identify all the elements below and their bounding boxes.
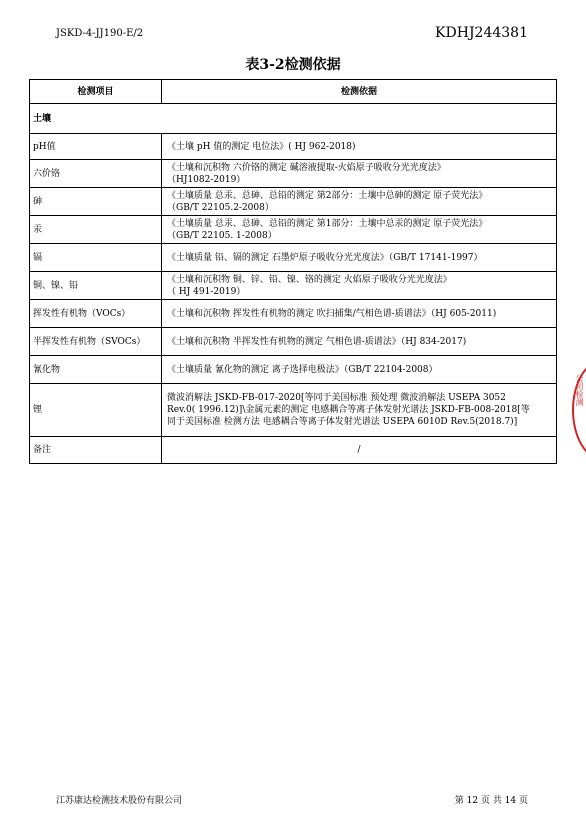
company-seal	[572, 360, 586, 460]
table-row	[30, 188, 557, 216]
document-code: JSKD-4-JJ190-E/2	[56, 28, 144, 39]
table-title: 表3-2检测依据	[245, 57, 341, 73]
row-basis: 《土壤 pH 值的测定 电位法》( HJ 962-2018)	[162, 134, 557, 160]
row-basis: 《土壤质量 铅、镉的测定 石墨炉原子吸收分光光度法》（GB/T 17141-1997）	[162, 244, 557, 272]
row-basis: 《土壤质量 总汞、总砷、总铅的测定 第2部分：土壤中总砷的测定 原子荧光法》 （GB/T 22105.2-2008）	[162, 188, 557, 216]
header-item: 检测项目	[30, 80, 162, 104]
row-basis: 《土壤质量 氰化物的测定 离子选择电极法》（GB/T 22104-2008）	[162, 356, 557, 384]
table-row	[30, 272, 557, 300]
row-item: 铜、镍、铅	[30, 272, 162, 300]
row-basis: 《土壤和沉积物 六价铬的测定 碱溶液提取-火焰原子吸收分光光度法》 （HJ1082-2019）	[162, 160, 557, 188]
row-basis: 《土壤和沉积物 半挥发性有机物的测定 气相色谱-质谱法》（HJ 834-2017)	[162, 328, 557, 356]
row-basis: 《土壤和沉积物 铜、锌、铅、镍、铬的测定 火焰原子吸收分光光度法》 （ HJ 491-2019）	[162, 272, 557, 300]
remark-row	[30, 437, 557, 464]
table-row	[30, 328, 557, 356]
table-header-row	[30, 80, 557, 104]
header-basis: 检测依据	[162, 80, 557, 104]
row-item: 锂	[30, 384, 162, 437]
table-row	[30, 384, 557, 437]
table-row	[30, 244, 557, 272]
row-item: 氰化物	[30, 356, 162, 384]
footer-company: 江苏康达检测技术股份有限公司	[56, 796, 183, 806]
table-row	[30, 160, 557, 188]
row-item: 六价铬	[30, 160, 162, 188]
testing-basis-table	[29, 79, 557, 464]
row-item: 挥发性有机物（VOCs）	[30, 300, 162, 328]
row-item: pH值	[30, 134, 162, 160]
row-item: 半挥发性有机物（SVOCs）	[30, 328, 162, 356]
row-item: 镉	[30, 244, 162, 272]
table-row	[30, 134, 557, 160]
footer-page-number: 第 12 页 共 14 页	[454, 796, 528, 806]
category-row	[30, 104, 557, 134]
report-number: KDHJ244381	[435, 25, 528, 41]
table-row	[30, 300, 557, 328]
seal-text: 公司检测	[575, 374, 584, 406]
remark-value: /	[162, 437, 557, 464]
row-item: 砷	[30, 188, 162, 216]
row-basis: 微波消解法 JSKD-FB-017-2020[等同于美国标准 预处理 微波消解法 USEPA 3052 Rev.0( 1996.12)]\金属元素的测定 电感耦合等离子体发射光谱法 JSKD-FB-008-2018[等 同于美国标准 检测方法 电感耦合等离子体发射光谱法 USEPA 6010D Rev.5(2018.7)]	[162, 384, 557, 437]
table-row	[30, 356, 557, 384]
row-basis: 《土壤和沉积物 挥发性有机物的测定 吹扫捕集/气相色谱-质谱法》（HJ 605-2011)	[162, 300, 557, 328]
table-row	[30, 216, 557, 244]
category-label: 土壤	[30, 104, 557, 134]
row-basis: 《土壤质量 总汞、总砷、总铅的测定 第1部分：土壤中总汞的测定 原子荧光法》 （GB/T 22105. 1-2008）	[162, 216, 557, 244]
row-item: 汞	[30, 216, 162, 244]
remark-label: 备注	[30, 437, 162, 464]
